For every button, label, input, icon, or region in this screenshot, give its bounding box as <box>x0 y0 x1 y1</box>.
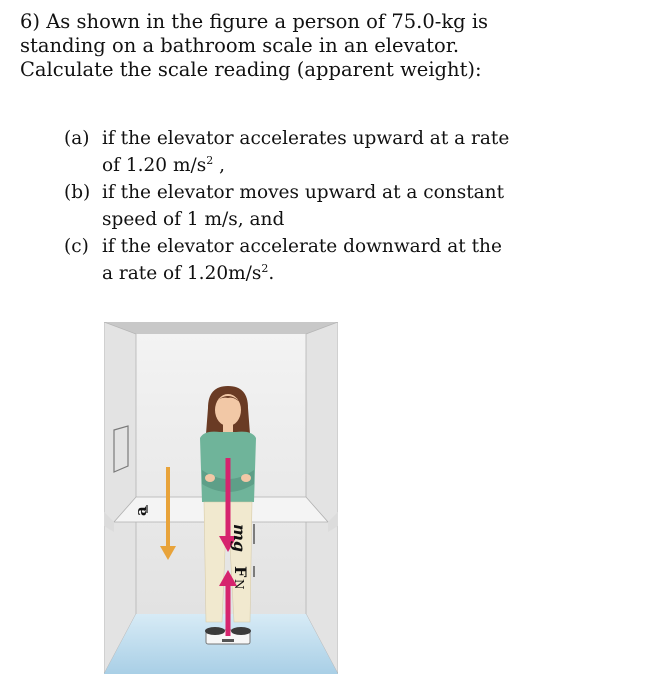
neck <box>223 423 233 433</box>
part-a <box>64 125 584 179</box>
problem-line: 6) As shown in the figure a person of 75.0-kg is <box>20 10 489 33</box>
part-label: (c) <box>64 236 89 257</box>
hand <box>241 474 251 482</box>
part-b <box>64 179 584 233</box>
elevator-ceiling <box>104 322 338 334</box>
part-text: . <box>268 263 275 284</box>
normal-force-label: F <box>231 566 250 578</box>
foot <box>231 627 251 635</box>
part-text: if the elevator accelerates upward at a rate <box>102 128 510 149</box>
problem-line: standing on a bathroom scale in an elevator. <box>20 34 460 57</box>
weight-label: mg <box>230 524 249 553</box>
elevator-left-wall <box>104 322 136 674</box>
exponent: 2 <box>261 261 269 275</box>
hand <box>205 474 215 482</box>
scale-display <box>222 639 234 642</box>
face <box>215 394 241 426</box>
part-text: if the elevator moves upward at a constant <box>102 182 505 203</box>
part-text: a rate of 1.20m/s <box>102 263 262 284</box>
problem-line: Calculate the scale reading (apparent weight): <box>20 58 482 81</box>
elevator-right-wall <box>306 322 338 674</box>
acceleration-label: a <box>132 506 150 516</box>
part-text: if the elevator accelerate downward at the <box>102 236 502 257</box>
problem-statement <box>20 10 640 82</box>
exponent: 2 <box>206 153 214 167</box>
question-parts <box>64 125 584 287</box>
foot <box>205 627 225 635</box>
part-text: of 1.20 m/s <box>102 155 207 176</box>
part-label: (b) <box>64 182 91 203</box>
part-text: , <box>213 155 225 176</box>
normal-force-subscript: N <box>232 579 246 590</box>
part-text: speed of 1 m/s, and <box>102 209 285 230</box>
part-label: (a) <box>64 128 90 149</box>
part-c <box>64 233 584 287</box>
elevator-figure <box>104 322 338 674</box>
